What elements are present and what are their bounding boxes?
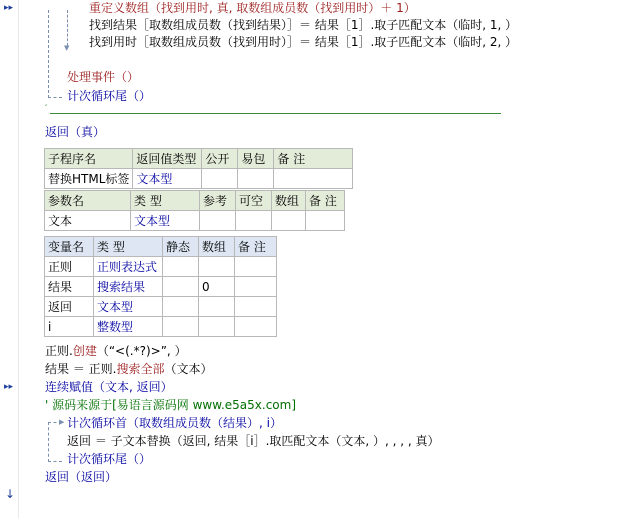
variable-table (44, 236, 277, 337)
var-cell[interactable]: 正则表达式 (94, 257, 163, 277)
sub-cell-note[interactable] (274, 169, 353, 189)
param-cell-array[interactable] (272, 211, 306, 231)
process-events-text: 处理事件（） (67, 70, 140, 84)
loop-flow-line (48, 97, 62, 98)
comment-tick-icon: ′ (45, 104, 48, 114)
loop-tail-text: 计次循环尾（） (67, 89, 152, 103)
assign-result-text: 找到结果［取数组成员数（找到结果）］＝ 结果［1］.取子匹配文本（临时, 1, ） (89, 18, 518, 32)
editor-gutter (0, 0, 19, 518)
var-cell[interactable] (199, 257, 235, 277)
var-cell[interactable] (235, 317, 277, 337)
var-header-array: 数组 (199, 237, 235, 257)
code-line-process-events[interactable] (67, 69, 139, 85)
var-header-name: 变量名 (45, 237, 94, 257)
var-cell[interactable]: 正则 (45, 257, 94, 277)
replace-text: 返回 ＝ 子文本替换（返回, 结果［i］.取匹配文本（文本, ）, , , , 真） (67, 434, 440, 448)
param-cell-reference[interactable] (200, 211, 236, 231)
regex-create-prefix: 正则. (45, 344, 73, 358)
code-line-return-true[interactable] (45, 124, 105, 140)
table-row[interactable] (45, 297, 277, 317)
down-arrow-icon[interactable]: ↓ (5, 487, 16, 501)
code-line-regex-create[interactable] (45, 343, 187, 359)
subroutine-table (44, 148, 353, 189)
code-line-search-all[interactable] (45, 361, 212, 377)
sub-header-note: 备 注 (274, 149, 353, 169)
sub-header-name: 子程序名 (45, 149, 133, 169)
var-cell[interactable]: 结果 (45, 277, 94, 297)
var-cell[interactable]: 0 (199, 277, 235, 297)
code-line-assign-time[interactable] (89, 34, 517, 50)
sub-cell-name[interactable]: 替换HTML标签 (45, 169, 133, 189)
return-final-text: 返回（返回） (45, 470, 118, 484)
param-cell-nullable[interactable] (236, 211, 272, 231)
var-cell[interactable] (163, 297, 199, 317)
var-cell[interactable]: 搜索结果 (94, 277, 163, 297)
flow-down-icon: ▼ (64, 44, 70, 52)
table-row[interactable] (45, 317, 277, 337)
parameter-table (44, 190, 345, 231)
sub-header-epackage: 易包 (238, 149, 274, 169)
continuous-assign-text: 连续赋值（文本, 返回） (45, 380, 173, 394)
search-all-method: 搜索全部 (116, 362, 165, 376)
return-true-text: 返回（真） (45, 125, 106, 139)
param-cell-name[interactable]: 文本 (45, 211, 131, 231)
fold-arrow-icon[interactable]: ▸▸ (4, 382, 14, 392)
var-cell[interactable] (199, 317, 235, 337)
var-cell[interactable]: 文本型 (94, 297, 163, 317)
param-header-reference: 参考 (200, 191, 236, 211)
param-header-note: 备 注 (306, 191, 345, 211)
redim-text: 重定义数组（找到用时, 真, 取数组成员数（找到用时）＋ 1） (89, 1, 416, 15)
var-cell[interactable] (235, 277, 277, 297)
search-all-prefix: 结果 ＝ 正则. (45, 362, 117, 376)
loop-tail-2-text: 计次循环尾（） (67, 452, 152, 466)
var-cell[interactable] (199, 297, 235, 317)
var-cell[interactable]: 返回 (45, 297, 94, 317)
flow-right-icon: ▶ (59, 418, 65, 426)
var-header-static: 静态 (163, 237, 199, 257)
assign-time-text: 找到用时［取数组成员数（找到用时）］＝ 结果［1］.取子匹配文本（临时, 2, ） (89, 35, 518, 49)
table-row[interactable] (45, 257, 277, 277)
code-line-return-final[interactable] (45, 469, 117, 485)
code-line-assign-result[interactable] (89, 17, 517, 33)
param-header-array: 数组 (272, 191, 306, 211)
regex-create-args: （“<(.*?)>”, ） (96, 344, 187, 358)
sub-cell-return-type[interactable]: 文本型 (133, 169, 202, 189)
loop-flow-line (48, 10, 49, 98)
param-header-type: 类 型 (131, 191, 200, 211)
var-cell[interactable]: 整数型 (94, 317, 163, 337)
code-line-loop-tail[interactable] (67, 88, 151, 104)
var-header-note: 备 注 (235, 237, 277, 257)
var-cell[interactable] (163, 277, 199, 297)
loop-flow-line (67, 10, 68, 46)
comment-separator (50, 113, 501, 114)
var-cell[interactable] (163, 257, 199, 277)
search-all-args: （文本） (164, 362, 213, 376)
code-line-comment[interactable] (45, 397, 296, 413)
var-cell[interactable] (163, 317, 199, 337)
var-cell[interactable] (235, 257, 277, 277)
comment-text: ' 源码来源于[易语言源码网 www.e5a5x.com] (45, 398, 296, 412)
param-header-nullable: 可空 (236, 191, 272, 211)
param-cell-type[interactable]: 文本型 (131, 211, 200, 231)
param-cell-note[interactable] (306, 211, 345, 231)
code-line-redim[interactable] (89, 0, 416, 16)
sub-header-return-type: 返回值类型 (133, 149, 202, 169)
code-line-loop-tail-2[interactable] (67, 451, 151, 467)
code-line-replace[interactable] (67, 433, 440, 449)
loop-flow-line (48, 422, 49, 462)
loop-head-text: 计次循环首（取数组成员数（结果）, i） (67, 416, 282, 430)
loop-flow-line (48, 461, 62, 462)
sub-cell-public[interactable] (202, 169, 238, 189)
code-line-continuous-assign[interactable] (45, 379, 173, 395)
sub-cell-epackage[interactable] (238, 169, 274, 189)
regex-create-method: 创建 (72, 344, 97, 358)
fold-arrow-icon[interactable]: ▸▸ (4, 3, 14, 13)
var-cell[interactable] (235, 297, 277, 317)
table-row[interactable] (45, 277, 277, 297)
var-cell[interactable]: i (45, 317, 94, 337)
param-header-name: 参数名 (45, 191, 131, 211)
code-line-loop-head[interactable] (67, 415, 282, 431)
sub-header-public: 公开 (202, 149, 238, 169)
var-header-type: 类 型 (94, 237, 163, 257)
